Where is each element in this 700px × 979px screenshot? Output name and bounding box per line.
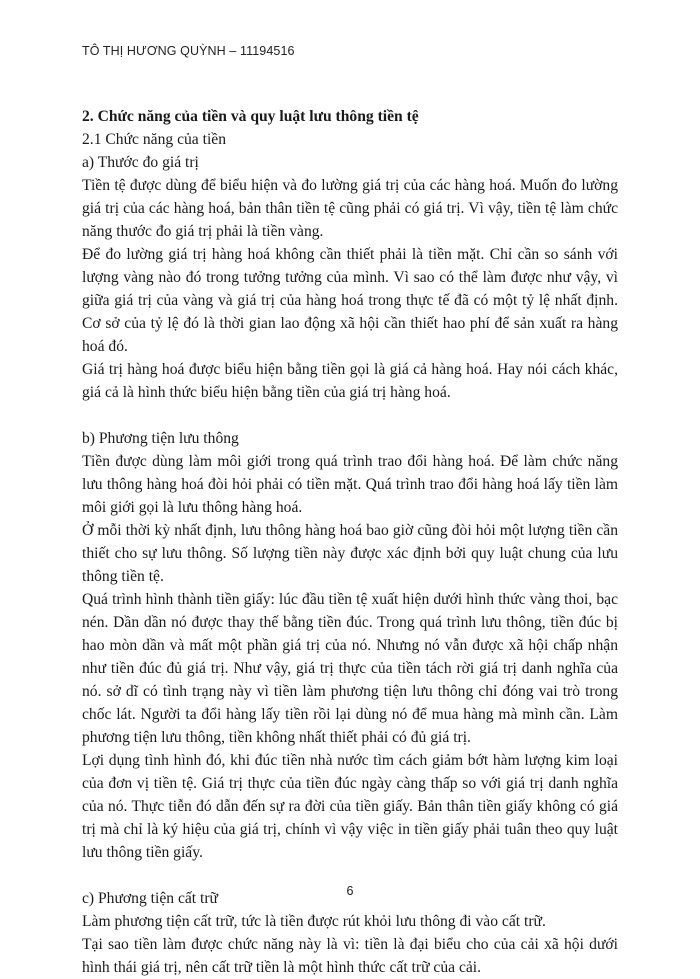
document-body — [82, 105, 618, 979]
paragraph: Tại sao tiền làm được chức năng này là vì: tiền là đại biểu cho của cải xã hội dưới hình thái giá trị, nên cất trữ tiền là một hình thức cất trữ của cải. — [82, 936, 618, 976]
section-title: 2. Chức năng của tiền và quy luật lưu thông tiền tệ — [82, 108, 419, 125]
section-subtitle: 2.1 Chức năng của tiền — [82, 131, 226, 148]
paragraph: Lợi dụng tình hình đó, khi đúc tiền nhà nước tìm cách giảm bớt hàm lượng kim loại của đơn vị tiền tệ. Giá trị thực của tiền đúc ngày càng thấp so với giá trị danh nghĩa của nó. Thực tiễn đó dẫn đến sự ra đời của tiền giấy. Bản thân tiền giấy không có giá trị mà chỉ là ký hiệu của giá trị, chính vì vậy việc in tiền giấy phải tuân theo quy luật lưu thông tiền giấy. — [82, 752, 618, 861]
page-number: 6 — [346, 884, 354, 898]
paragraph: Làm phương tiện cất trữ, tức là tiền được rút khỏi lưu thông đi vào cất trữ. — [82, 913, 546, 930]
paragraph: Quá trình hình thành tiền giấy: lúc đầu tiền tệ xuất hiện dưới hình thức vàng thoi, bạc nén. Dần dần nó được thay thế bằng tiền đúc. Trong quá trình lưu thông, tiền đúc bị hao mòn dần và mất một phần giá trị của nó. Nhưng nó vẫn được xã hội chấp nhận như tiền đúc đủ giá trị. Như vậy, giá trị thực của tiền tách rời giá trị danh nghĩa của nó. sở dĩ có tình trạng này vì tiền làm phương tiện lưu thông chỉ đóng vai trò trong chốc lát. Người ta đổi hàng lấy tiền rồi lại dùng nó để mua hàng mà mình cần. Làm phương tiện lưu thông, tiền không nhất thiết phải có đủ giá trị. — [82, 591, 618, 746]
part-c-heading: c) Phương tiện cất trữ — [82, 890, 219, 907]
paragraph: Tiền được dùng làm môi giới trong quá trình trao đổi hàng hoá. Để làm chức năng lưu thông hàng hoá đòi hỏi phải có tiền mặt. Quá trình trao đổi hàng hoá lấy tiền làm môi giới gọi là lưu thông hàng hoá. — [82, 453, 618, 516]
page-header: TÔ THỊ HƯƠNG QUỲNH – 11194516 — [82, 44, 295, 58]
paragraph: Giá trị hàng hoá được biểu hiện bằng tiền gọi là giá cả hàng hoá. Hay nói cách khác, giá cả là hình thức biểu hiện bằng tiền của giá trị hàng hoá. — [82, 361, 618, 401]
part-a-heading: a) Thước đo giá trị — [82, 154, 199, 171]
paragraph: Ở mỗi thời kỳ nhất định, lưu thông hàng hoá bao giờ cũng đòi hỏi một lượng tiền cần thiết cho sự lưu thông. Số lượng tiền này được xác định bởi quy luật chung của lưu thông tiền tệ. — [82, 522, 618, 585]
spacer — [82, 404, 618, 427]
paragraph: Tiền tệ được dùng để biểu hiện và đo lường giá trị của các hàng hoá. Muốn đo lường giá trị của các hàng hoá, bản thân tiền tệ cũng phải có giá trị. Vì vậy, tiền tệ làm chức năng thước đo giá trị phải là tiền vàng. — [82, 177, 618, 240]
paragraph: Để đo lường giá trị hàng hoá không cần thiết phải là tiền mặt. Chỉ cần so sánh với lượng vàng nào đó trong tưởng tưởng của mình. Vì sao có thể làm được như vậy, vì giữa giá trị của vàng và giá trị của hàng hoá trong thực tế đã có một tỷ lệ nhất định. Cơ sở của tỷ lệ đó là thời gian lao động xã hội cần thiết hao phí để sản xuất ra hàng hoá đó. — [82, 246, 618, 355]
part-b-heading: b) Phương tiện lưu thông — [82, 430, 239, 447]
